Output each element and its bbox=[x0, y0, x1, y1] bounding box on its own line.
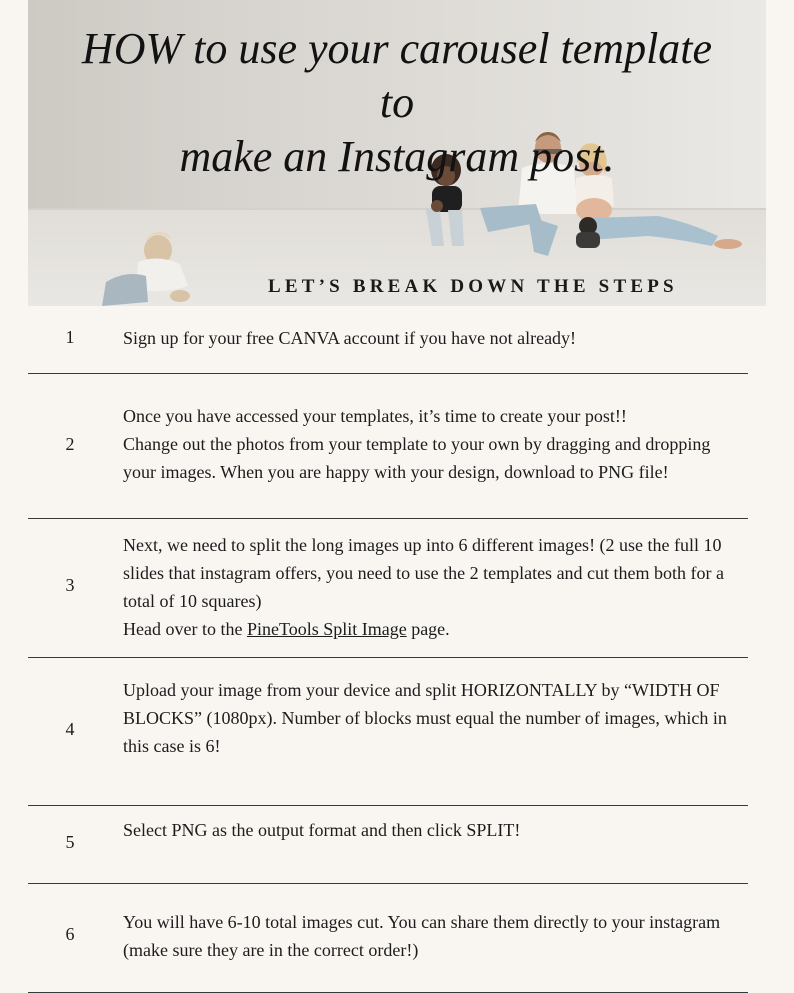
step-row-4 bbox=[28, 658, 748, 806]
step-number: 3 bbox=[65, 575, 75, 595]
hero-banner bbox=[28, 0, 766, 306]
pinetools-split-image-link[interactable]: PineTools Split Image bbox=[246, 619, 407, 639]
step-line: Select PNG as the output format and then click SPLIT! bbox=[123, 820, 521, 840]
link-suffix: page. bbox=[406, 619, 450, 639]
step-row-6 bbox=[28, 884, 748, 993]
step-number: 4 bbox=[65, 719, 75, 739]
step-number: 6 bbox=[65, 924, 75, 944]
step-link-line bbox=[123, 615, 743, 643]
step-text bbox=[123, 402, 743, 486]
step-line: Sign up for your free CANVA account if you have not already! bbox=[123, 328, 577, 348]
step-line: Change out the photos from your template to your own by dragging and dropping your images. When you are happy with your design, download to PNG file! bbox=[123, 434, 711, 482]
step-line: Once you have accessed your templates, it’s time to create your post!! bbox=[123, 406, 627, 426]
step-number: 2 bbox=[65, 434, 75, 454]
step-row-1 bbox=[28, 306, 748, 374]
baby-figure bbox=[102, 232, 190, 306]
step-row-5 bbox=[28, 806, 748, 884]
step-row-2 bbox=[28, 374, 748, 519]
section-subtitle: LET’S BREAK DOWN THE STEPS bbox=[268, 276, 678, 297]
step-text bbox=[123, 676, 743, 760]
step-line: You will have 6-10 total images cut. You can share them directly to your instagram (make sure they are in the correct order!) bbox=[123, 912, 721, 960]
step-number: 1 bbox=[65, 327, 75, 347]
step-line: Next, we need to split the long images up into 6 different images! (2 use the full 10 slides that instagram offers, you need to use the 2 templates and cut them both for a total of 10 squares) bbox=[123, 535, 725, 611]
step-text bbox=[123, 324, 743, 352]
title-line-1: HOW to use your carousel template to bbox=[81, 24, 713, 127]
step-line: Upload your image from your device and split HORIZONTALLY by “WIDTH OF BLOCKS” (1080px). Number of blocks must equal the number of images, which in this case is 6! bbox=[123, 680, 727, 756]
title-line-2: make an Instagram post. bbox=[179, 132, 615, 181]
page-title bbox=[68, 22, 726, 184]
step-number: 5 bbox=[65, 832, 75, 852]
step-text bbox=[123, 531, 743, 643]
link-prefix: Head over to the bbox=[123, 619, 247, 639]
step-text bbox=[123, 908, 743, 964]
step-row-3 bbox=[28, 519, 748, 658]
step-text bbox=[123, 816, 743, 844]
